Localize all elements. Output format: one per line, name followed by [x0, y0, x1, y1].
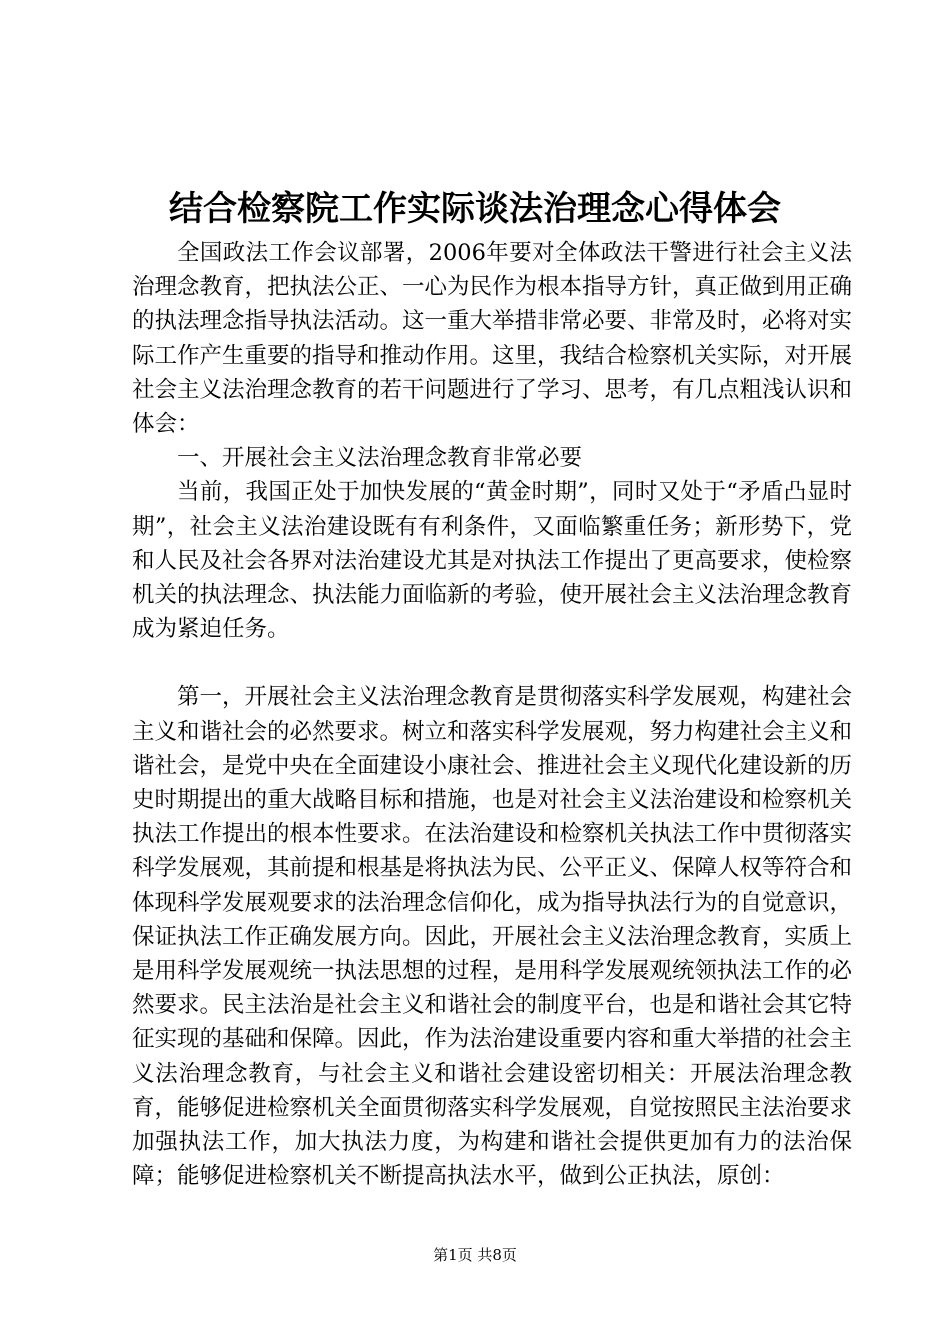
intro-paragraph: 全国政法工作会议部署，2006年要对全体政法干警进行社会主义法治理念教育，把执法公正、一心为民作为根本指导方针，真正做到用正确的执法理念指导执法活动。这一重大举措非常必要、非常及时，必将对实际工作产生重要的指导和推动作用。这里，我结合检察机关实际，对开展社会主义法治理念教育的若干问题进行了学习、思考，有几点粗浅认识和体会： [132, 240, 853, 438]
section-heading-1: 一、开展社会主义法治理念教育非常必要 [177, 445, 583, 472]
context-paragraph: 当前，我国正处于加快发展的“黄金时期”，同时又处于“矛盾凸显时期”，社会主义法治建设既有有利条件，又面临繁重任务；新形势下，党和人民及社会各界对法治建设尤其是对执法工作提出了更高要求，使检察机关的执法理念、执法能力面临新的考验，使开展社会主义法治理念教育成为紧迫任务。 [132, 479, 853, 643]
page-footer: 第1页 共8页 [433, 1246, 517, 1264]
document-body [132, 236, 852, 1193]
document-title: 结合检察院工作实际谈法治理念心得体会 [169, 189, 781, 229]
point-one-paragraph: 第一，开展社会主义法治理念教育是贯彻落实科学发展观，构建社会主义和谐社会的必然要求。树立和落实科学发展观，努力构建社会主义和谐社会，是党中央在全面建设小康社会、推进社会主义现代化建设新的历史时期提出的重大战略目标和措施，也是对社会主义法治建设和检察机关执法工作提出的根本性要求。在法治建设和检察机关执法工作中贯彻落实科学发展观，其前提和根基是将执法为民、公平正义、保障人权等符合和体现科学发展观要求的法治理念信仰化，成为指导执法行为的自觉意识，保证执法工作正确发展方向。因此，开展社会主义法治理念教育，实质上是用科学发展观统一执法思想的过程，是用科学发展观统领执法工作的必然要求。民主法治是社会主义和谐社会的制度平台，也是和谐社会其它特征实现的基础和保障。因此，作为法治建设重要内容和重大举措的社会主义法治理念教育，与社会主义和谐社会建设密切相关：开展法治理念教育，能够促进检察机关全面贯彻落实科学发展观，自觉按照民主法治要求加强执法工作，加大执法力度，为构建和谐社会提供更加有力的法治保障；能够促进检察机关不断提高执法水平，做到公正执法，原创： [132, 684, 853, 1190]
